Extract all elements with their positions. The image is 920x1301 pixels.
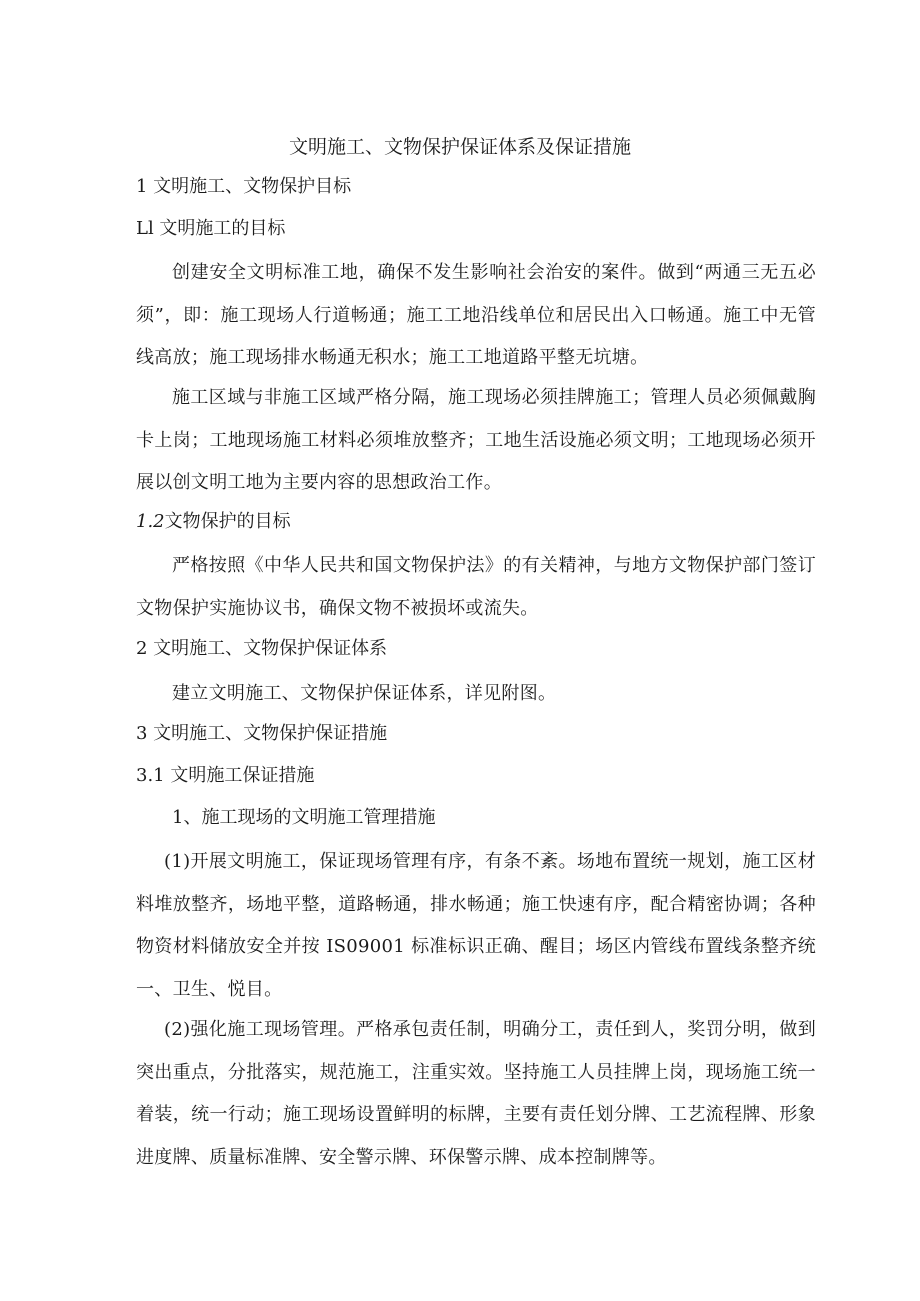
section-1-2-title: 文物保护的目标 [164, 511, 291, 532]
section-1-2-paragraph-1: 严格按照《中华人民共和国文物保护法》的有关精神，与地方文物保护部门签订文物保护实施协议书，确保文物不被损坏或流失。 [136, 555, 816, 619]
section-3-1-paragraph-1: (1)开展文明施工，保证现场管理有序，有条不紊。场地布置统一规划，施工区材料堆放整齐，场地平整，道路畅通，排水畅通；施工快速有序，配合精密协调；各种物资材料储放安全并按 IS09001 标准标识正确、醒目；场区内管线布置线条整齐统一、卫生、悦目。 [136, 851, 816, 1000]
section-2-heading: 2 文明施工、文物保护保证体系 [136, 638, 388, 659]
section-3-1-heading: 3.1 文明施工保证措施 [136, 765, 315, 786]
section-1-1-heading: Ll 文明施工的目标 [136, 218, 286, 239]
section-1-1-paragraph-2: 施工区域与非施工区域严格分隔，施工现场必须挂牌施工；管理人员必须佩戴胸卡上岗；工地现场施工材料必须堆放整齐；工地生活设施必须文明；工地现场必须开展以创文明工地为主要内容的思想政治工作。 [136, 387, 816, 493]
section-3-heading: 3 文明施工、文物保护保证措施 [136, 723, 388, 744]
section-1-2-heading [136, 507, 291, 537]
section-3-1-paragraph-2: (2)强化施工现场管理。严格承包责任制，明确分工，责任到人，奖罚分明，做到突出重点，分批落实，规范施工，注重实效。坚持施工人员挂牌上岗，现场施工统一着装，统一行动；施工现场设置鲜明的标牌，主要有责任划分牌、工艺流程牌、形象进度牌、质量标准牌、安全警示牌、环保警示牌、成本控制牌等。 [136, 1019, 816, 1168]
section-1-1-paragraph-1: 创建安全文明标准工地，确保不发生影响社会治安的案件。做到“两通三无五必须”，即：施工现场人行道畅通；施工工地沿线单位和居民出入口畅通。施工中无管线高放；施工现场排水畅通无积水；施工工地道路平整无坑塘。 [136, 262, 816, 368]
section-1-heading: 1 文明施工、文物保护目标 [136, 176, 352, 197]
section-3-1-item-1: 1、施工现场的文明施工管理措施 [172, 807, 436, 828]
section-1-2-number: 1.2 [136, 511, 165, 532]
section-2-paragraph-1: 建立文明施工、文物保护保证体系，详见附图。 [172, 683, 557, 704]
document-title: 文明施工、文物保护保证体系及保证措施 [288, 136, 631, 158]
